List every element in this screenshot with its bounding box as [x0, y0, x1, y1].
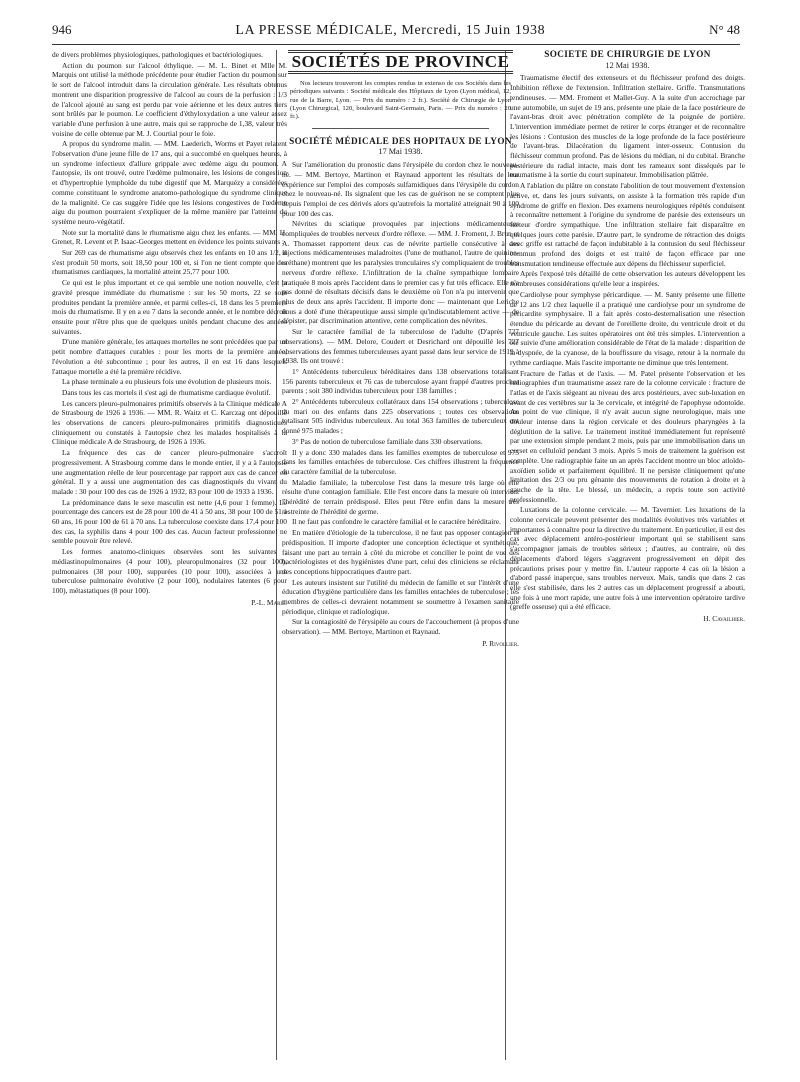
paragraph: 1° Antécédents tuberculeux héréditaires dans 138 observations totalisant 156 parents tuberculeux et 76 cas de tuberculose ayant frappé d'autres proches parents ; soit 380 individus tuberculeux pour 138 familles ;	[282, 366, 519, 396]
paragraph: D'une manière générale, les attaques mortelles ne sont précédées que par un petit nombre d'attaques curables : pour les morts de la première année, l'évolution a été subcontinue ; pour les autres, il en est 16 dans lesquels l'attaque mortelle a été la première récidive.	[52, 337, 287, 376]
paragraph: Sur l'amélioration du pronostic dans l'érysipèle du cordon chez le nouveau-né. — MM. Bertoye, Martinon et Raynaud apportent les résultats de leur expérience sur l'emploi des composés sulfamidiques dans l'érysipèle du cordon chez le nouveau-né. Ils signalent que les cas de guérison ne se comptent plus depuis l'emploi de ces dérivés alors qu'autrefois la mortalité atteignait 90 à 100 pour 100 des cas.	[282, 160, 519, 218]
signature: P.-L. Marie.	[251, 597, 287, 607]
paragraph: Maladie familiale, la tuberculose l'est dans la mesure très large où elle résulte d'une contagion familiale. Elle l'est encore dans la mesure où intervient l'hérédité de terrain prédisposé. Elles peut l'être enfin dans la mesure très restreinte de l'hérédité de germe.	[282, 477, 519, 516]
paragraph: 3° Pas de notion de tuberculose familiale dans 330 observations.	[292, 436, 483, 446]
session-date: 17 Mai 1938.	[378, 147, 423, 157]
column-left	[52, 50, 287, 1060]
paragraph: Traumatisme électif des extenseurs et du fléchisseur profond des doigts. Inhibition réflexe de l'extension. Infiltration stellaire. Griffe. Transmutations tendineuses. — MM. Froment et Mallet-Guy. A la suite d'un accrochage par une automobile, un sujet de 19 ans, présente une plaie de la face postérieure de l'avant-bras droit avec pénétration complète de la poignée de portière. L'intervention immédiate permet de retirer le corps étranger et de reconnaître les lésions : Contusion des muscles de la loge profonde de la face postérieure de l'avant-bras. Dilacération du ligament inter-osseux. Contusion du fléchisseur commun profond. Pas de lésions du médian, ni du cubital. Branche postérieure du radial intacte, mais dont les rameaux sont disséqués par le traumatisme à la sortie du court supinateur. Immobilisation plâtrée.	[510, 73, 745, 180]
paragraph: Sur 269 cas de rhumatisme aigu observés chez les enfants en 10 ans 1/2, il s'est produit 50 morts, soit 18,50 pour 100 et, si l'on ne tient compte que des rhumatismes cardiaques, la mortalité atteint 25,77 pour 100.	[52, 248, 287, 277]
paragraph: La fréquence des cas de cancer pleuro-pulmonaire s'accroît progressivement. A Strasbourg comme dans le monde entier, il y a à l'autopsie une augmentation réelle de leur pourcentage par rapport aux cas de cancer en général. Il y a aussi une augmentation des cas diagnostiqués du vivant du malade : 30 pour 100 des cas de 1926 à 1932, 83 pour 100 de 1933 à 1936.	[52, 448, 287, 496]
paragraph: Les formes anatomo-cliniques observées sont les suivantes : médiastinopulmonaires (4 pour 100), pleuropulmonaires (32 pour 100), pulmonaires (38 pour 100), suppurées (10 pour 100), associées à une tuberculose pulmonaire évolutive (2 pour 100), nodulaires latentes (6 pour 100), métastatiques (8 pour 100).	[52, 547, 287, 595]
column-middle	[282, 50, 519, 1060]
paragraph: Sur la contagiosité de l'érysipèle au cours de l'accouchement (à propos d'une observation). — MM. Bertoye, Martinon et Raynaud.	[282, 617, 519, 637]
page-number: 946	[52, 22, 72, 37]
paragraph: A propos du syndrome malin. — MM. Laederich, Worms et Payet relatent l'observation d'une jeune fille de 17 ans, qui a succombé en quelques heures, à un syndrome infectieux d'allure grippale avec œdème aigu du poumon. A l'autopsie, ils ont trouvé, outre l'œdème pulmonaire, les lésions de congestion et d'hypertrophie lymphoïde du tube digestif que M. Marquézy a considérées comme constituant le syndrome anatomo-pathologique du syndrome clinique de la malignité. Ce cas suggère l'idée que les lésions congestives de l'œdème aigu du poumon pourraient s'expliquer de la même manière par l'atteinte du système neuro-végétatif.	[52, 139, 287, 226]
paragraph: La phase terminale a eu plusieurs fois une évolution de plusieurs mois.	[62, 377, 272, 387]
issue-number: N° 48	[709, 22, 740, 37]
paragraph: Luxations de la colonne cervicale. — M. Tavernier. Les luxations de la colonne cervicale peuvent présenter des modalités évolutives très variables et importantes à connaître pour la directive du traitement. En particulier, il est des cas avec déplacement antéro-postérieur important qui se stabilisent sans s'accompagner jamais de troubles sérieux ; d'autres, au contraire, où des déplacements d'abord légers s'aggravent progressivement en dépit des précautions prises pour y mettre fin. L'auteur rapporte 4 cas où la lésion a d'abord passé inaperçue, sans troubles nerveux. Mais, tandis que dans 2 cas elle s'est stabilisée, dans les 2 autres cas un déplacement progressif a abouti, une fois à une mort rapide, une autre fois à une intervention opératoire tardive (greffe osseuse) qui a été efficace.	[510, 505, 745, 612]
journal-title: LA PRESSE MÉDICALE, Mercredi, 15 Juin 1938	[235, 23, 546, 38]
paragraph: La prédominance dans le sexe masculin est nette (4,6 pour 1 femme). Le pourcentage des cancers est de 28 pour 100 de 41 à 50 ans, 38 pour 100 de 51 à 60 ans, 16 pour 100 de 61 à 70 ans. La tuberculose coexiste dans 17,4 pour 100 des cas, la syphilis dans 4 pour 100 des cas. Aucun facteur professionnel ne semble pouvoir être relevé.	[52, 497, 287, 546]
society-heading: SOCIÉTÉ MÉDICALE DES HOPITAUX DE LYON	[289, 135, 512, 146]
paragraph: Dans tous les cas mortels il s'est agi de rhumatisme cardiaque évolutif.	[62, 387, 271, 397]
paragraph: Après l'exposé très détaillé de cette observation les auteurs développent les nombreuses considérations qu'elle leur a inspirées.	[510, 269, 745, 289]
society-heading: SOCIÉTÉ DE CHIRURGIE DE LYON	[544, 50, 711, 59]
signature: H. Cavailhier.	[703, 614, 745, 624]
paragraph: Note sur la mortalité dans le rhumatisme aigu chez les enfants. — MM. H. Grenet, R. Levent et P. Isaac-Georges mettent en évidence les points suivants :	[52, 227, 287, 247]
paragraph: Ce qui est le plus important et ce qui semble une notion nouvelle, c'est la gravité presque immédiate du rhumatisme : sur les 50 morts, 22 se sont produites pendant la première année, et parmi celles-ci, 18 dans les 5 premiers mois du rhumatisme. Il y en a eu 7 dans la seconde année, et le nombre décroît ensuite pour n'être plus que de quelques unités pendant chacune des années suivantes.	[52, 278, 287, 336]
divider	[312, 128, 489, 129]
paragraph: 2° Antécédents tuberculeux collatéraux dans 154 observations ; tuberculose du mari ou des enfants dans 225 observations ; toutes ces observations totalisant 505 individus tuberculeux. Au total 363 familles de tuberculeux ont donné 975 malades ;	[282, 397, 519, 436]
paragraph: Fracture de l'atlas et de l'axis. — M. Patel présente l'observation et les radiographies d'un traumatisme assez rare de la colonne cervicale : fracture de l'atlas et de l'axis siégeant au niveau des arcs postérieurs, avec sub-luxation en avant de ces vertèbres sur la 3e cervicale, et intégrité de l'apophyse odontoïde. Au point de vue clinique, il n'y avait aucun signe neurologique, mais une douleur intense dans la région cervicale et des douleurs pharyngées à la déglutition de la salive. Le traitement institué immédiatement fut représenté par une extension simple pendant 2 mois, puis par une immobilisation dans un corset en celluloïd pendant 3 mois. Après 5 mois de traitement la guérison est complète. Une radiographie faite un an après l'accident montre un bloc atloïdo-axoïdien solide et parfaitement équilibré. Il ne persiste cliniquement qu'une limitation des 2/3 ou pru génante des mouvements de rotation à droite et à gauche de la tête. Le blessé, un médecin, a repris toute son activité professionnelle.	[510, 368, 745, 504]
column-right	[510, 50, 745, 1060]
paragraph: Les auteurs insistent sur l'utilité du médecin de famille et sur l'intérêt d'une éducation d'hygiène particulière dans les familles entachées de tuberculose ; les membres de celles-ci devraient notamment se soumettre à l'examen sanitaire périodique, clinique et radiologique.	[282, 577, 519, 616]
paragraph: A l'ablation du plâtre on constate l'abolition de tout mouvement d'extension active, et, dans les jours suivants, on assiste à la formation très rapide d'un syndrome de griffe en flexion. Des examens neurologiques répétés conduisent à reconnaître nettement à l'origine du syndrome de parésie des extenseurs un facteur d'ordre sympathique. Une infiltration stellaire fait disparaître en quelques jours cette parésie. D'autre part, le syndrome de rétraction des doigts avec griffe est rattaché de façon indubitable à la contusion du seul fléchisseur commun profond des doigts et est traité de façon efficace par une transmutation tendineuse effectuée aux dépens du fléchisseur superficiel.	[510, 181, 745, 268]
section-banner: SOCIÉTÉS DE PROVINCE	[288, 50, 513, 74]
session-date: 12 Mai 1938.	[605, 60, 650, 70]
paragraph: Il ne faut pas confondre le caractère familial et le caractère héréditaire.	[292, 517, 501, 527]
paragraph: Névrites du sciatique provoquées par injections médicamenteuses compliquées de troubles nerveux d'ordre réflexe. — MM. J. Froment, J. Brun et A. Thomasset rapportent deux cas de névrite partielle consécutive à des injections médicamenteuses maladroites (l'une de muthanol, l'autre de quinine-uréthane) montrent que les paralysies tronculaires s'y compliquaient de troubles nerveux d'ordre réflexe. L'infiltration de la chaîne sympathique lombaire pratiquée 8 mois après l'accident dans le premier cas y fut très efficace. Elle n'a pas donné de résultats décisifs dans le deuxième où l'on n'a pu intervenir que plus de deux ans après l'accident. Il importe donc — maintenant que Leriche nous a doté d'une thérapeutique aussi simple qu'indiscutablement active — de dépister, par discrimination attentive, cette complication des névrites.	[282, 219, 519, 326]
paragraph: Action du poumon sur l'alcool éthylique. — M. L. Binet et Mlle M. Marquis ont utilisé la méthode précédente pour étudier l'action du poumon sur le sort de l'alcool introduit dans la circulation générale. Les résultats obtenus montrent une disparition progressive de l'alcool au cours de la perfusion : 1/3 de l'alcool ajouté au sang est perdu par voie aérienne et les deux autres tiers sont brûlés par le poumon. Le coefficient d'éthyloxydation a une valeur assez variable d'une perfusion à une autre, mais qui se rapproche de 1,38, valeur très voisine de celle obtenue par M. J. Courtial pour le foie.	[52, 60, 287, 138]
paragraph: Cardiolyse pour symphyse péricardique. — M. Santy présente une fillette de 12 ans 1/2 chez laquelle il a pratiqué une cardiolyse pour un syndrome de péricardite symphysaire. Il a fait après costo-desternalisation une résection étendue du péricarde au devant de l'oreillette droite, du ventricule droit et du ventricule gauche. Les suites opératoires ont été très simples. L'intervention a été suivie d'une amélioration considérable de l'état de la malade : disparition de la dyspnée, de la cyanose, de la bouffissure du visage, retour à la normale du rythme cardiaque. Mais l'ascite importante ne diminue que très lentement.	[510, 289, 745, 367]
page-header	[52, 22, 740, 45]
paragraph: de divers problèmes physiologiques, pathologiques et bactériologiques.	[52, 50, 264, 59]
paragraph: Il y a donc 330 malades dans les familles exemptes de tuberculose et 975 dans les familles entachées de tuberculose. Ces chiffres illustrent la fréquence du caractère familial de la tuberculose.	[282, 447, 519, 476]
paragraph: Sur le caractère familial de la tuberculose de l'adulte (D'après 727 observations). — MM. Delore, Coudert et Desrichard ont dépouillé les 727 observations des femmes tuberculeuses ayant passé dans leur service de 1919 à 1938. Ils ont trouvé :	[282, 327, 519, 366]
paragraph: En matière d'étiologie de la tuberculose, il ne faut pas opposer contagion et prédisposition. Il importe d'adopter une conception éclectique et synthétique, faisant une part au terrain à côté du microbe et concilier le point de vue des bactériologistes et des hygiénistes d'une part, celui des cliniciens se réclamant des conceptions hippocratiques d'autre part.	[282, 528, 519, 576]
signature: P. Rivollier.	[482, 638, 519, 648]
paragraph: Les cancers pleuro-pulmonaires primitifs observés à la Clinique médicale A de Strasbourg de 1926 à 1936. — MM. R. Waitz et C. Karczag ont dépouillé les observations de cancers pleuro-pulmonaires primitifs diagnostiqués cliniquement ou constatés à l'autopsie chez les malades hospitalisés à la Clinique médicale A de Strasbourg, de 1926 à 1936.	[52, 398, 287, 447]
readers-notice: Nos lecteurs trouveront les comptes rendus in extenso de ces Sociétés dans les périodiques suivants : Société médicale des Hôpitaux de Lyon (Lyon médical, 12, rue de la Barre, Lyon. — Prix du numéro : 2 fr.). Société de Chirurgie de Lyon (Lyon Chirurgical, 120, boulevard Saint-Germain, Paris. — Prix du numéro : 20 fr.).	[290, 79, 511, 121]
